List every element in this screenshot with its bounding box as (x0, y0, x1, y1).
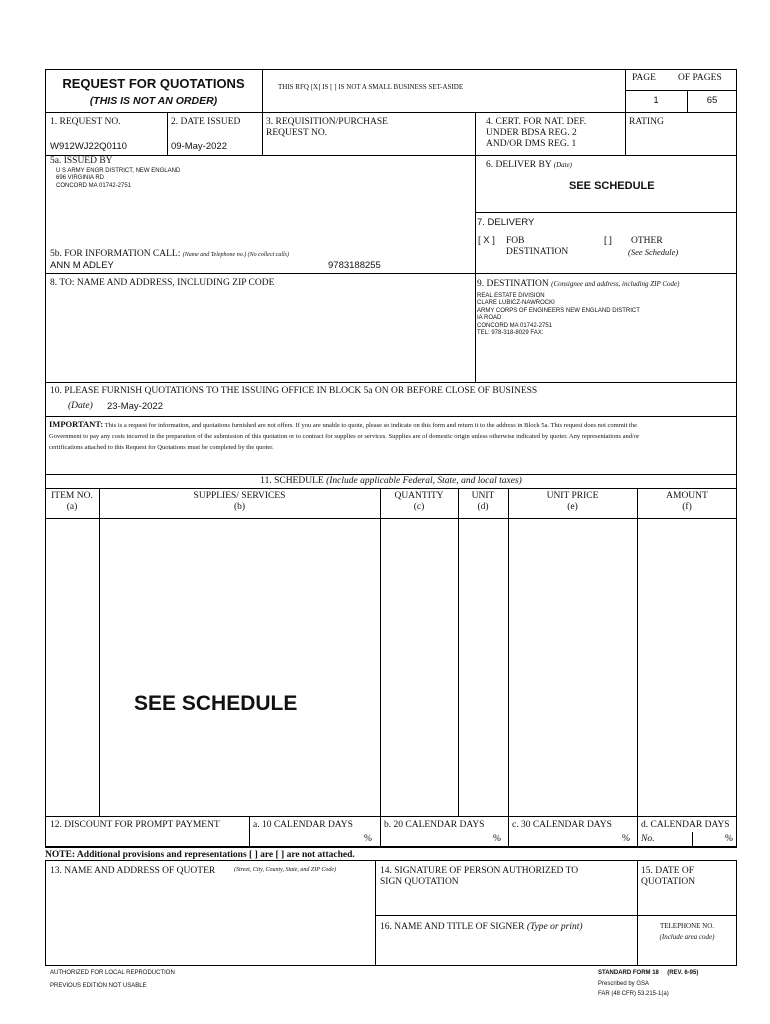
schedule-label: 11. SCHEDULE (260, 476, 324, 486)
deliver-by-label: 6. DELIVER BY (Date) (486, 160, 573, 170)
request-no-label: 1. REQUEST NO. (50, 117, 121, 127)
to-name-address-label: 8. TO: NAME AND ADDRESS, INCLUDING ZIP CODE (50, 278, 275, 288)
discount-20-pct: % (493, 834, 501, 844)
cert-label: 4. CERT. FOR NAT. DEF. UNDER BDSA REG. 2 AND/OR DMS REG. 1 (486, 117, 587, 149)
page-label: PAGE (632, 73, 656, 83)
info-call-hint: (Name and Telephone no.) (No collect calls) (182, 252, 290, 258)
vrule-disc5 (692, 832, 693, 847)
destination-line (477, 279, 735, 290)
discount-d-pct: % (725, 834, 733, 844)
rfq-prefix: THIS RFQ (278, 83, 309, 91)
rating-label: RATING (629, 117, 664, 127)
rule-block6 (475, 212, 737, 213)
important-label: IMPORTANT: (49, 419, 104, 429)
furnish-date-value: 23-May-2022 (107, 401, 163, 412)
col-header-unit-price: UNIT PRICE (e) (546, 491, 599, 512)
destination-label: 9. DESTINATION (477, 279, 549, 289)
rfq-isnot-checkbox[interactable]: [ ] IS NOT A SMALL BUSINESS SET-ASIDE (330, 83, 464, 91)
discount-20-days: b. 20 CALENDAR DAYS (384, 820, 485, 830)
signer-label: 16. NAME AND TITLE OF SIGNER (380, 922, 525, 932)
page-number: 1 (653, 95, 659, 106)
info-call-phone: 9783188255 (328, 260, 381, 271)
important-text: This is a request for information, and quotations furnished are not offers. If you are unable to quote, please so indicate on this form and return it to the address in Block 5a. This request does not commit the Government to pay any costs incurred in the preparation of the submission of this quotation or to contract for supplies or services. Supplies are of domestic origin unless otherwise indicated by quoter. Any representations and/or certifications attached to this Request for Quotations must be completed by the quoter. (49, 422, 640, 451)
telephone-label: TELEPHONE NO. (659, 922, 715, 930)
schedule-title (45, 476, 737, 487)
vrule-date (637, 860, 638, 966)
vrule-d (475, 112, 476, 382)
quoter-label: 13. NAME AND ADDRESS OF QUOTER (50, 866, 216, 876)
footer-reproduction: AUTHORIZED FOR LOCAL REPRODUCTION (50, 970, 175, 976)
rule-signature (375, 915, 737, 916)
vrule-col1 (99, 488, 100, 816)
destination-address: REAL ESTATE DIVISION CLARE LUBICZ-NAWROCKI ARMY CORPS OF ENGINEERS NEW ENGLAND DISTRICT IA ROAD CONCORD MA 01742-2751 TEL: 978-318-8029 FAX: (477, 293, 640, 337)
vrule-disc1 (249, 816, 250, 847)
vrule-col2 (380, 488, 381, 816)
signer-line (380, 922, 583, 933)
rule-block5b (45, 273, 737, 274)
deliver-by-hint: (Date) (553, 161, 573, 169)
col-header-unit: UNIT (d) (471, 491, 495, 512)
vrule-disc3 (508, 816, 509, 847)
date-issued-label: 2. DATE ISSUED (171, 117, 241, 127)
discount-no-label: No. (641, 834, 655, 844)
vrule-b (625, 69, 626, 155)
other-label: OTHER (631, 236, 663, 246)
requisition-label: 3. REQUISITION/PURCHASE REQUEST NO. (266, 117, 388, 138)
vrule-disc2 (380, 816, 381, 847)
vrule-col4 (508, 488, 509, 816)
of-pages-label: OF PAGES (678, 73, 722, 83)
fob-destination-label: FOB DESTINATION (506, 236, 569, 257)
info-call-line (50, 249, 289, 260)
discount-label: 12. DISCOUNT FOR PROMPT PAYMENT (50, 820, 220, 830)
important-notice (49, 419, 645, 453)
rule-schedule-header (45, 518, 737, 519)
vrule-a (262, 69, 263, 155)
furnish-quotations-label: 10. PLEASE FURNISH QUOTATIONS TO THE ISSUING OFFICE IN BLOCK 5a ON OR BEFORE CLOSE OF BUSINESS (50, 386, 538, 396)
discount-30-pct: % (622, 834, 630, 844)
col-header-quantity: QUANTITY (c) (394, 491, 444, 512)
rule-schedule-title (45, 488, 737, 489)
rule-discount (45, 847, 737, 848)
footer-previous-edition: PREVIOUS EDITION NOT USABLE (50, 983, 147, 989)
telephone-hint: (Include area code) (659, 933, 715, 941)
footer-far-reference: FAR (48 CFR) 53.215-1(a) (598, 991, 669, 997)
quoter-hint: (Street, City, County, State, and ZIP Code) (234, 867, 336, 873)
deliver-by-value: SEE SCHEDULE (569, 180, 655, 192)
rule-header (45, 112, 737, 113)
other-checkbox[interactable]: [ ] (604, 235, 612, 246)
vrule-col5 (637, 488, 638, 816)
info-call-name: ANN M ADLEY (50, 260, 114, 271)
schedule-body-text: SEE SCHEDULE (134, 692, 298, 715)
discount-30-days: c. 30 CALENDAR DAYS (512, 820, 612, 830)
col-header-supplies: SUPPLIES/ SERVICES (b) (193, 491, 286, 512)
vrule-quoter (375, 860, 376, 966)
delivery-label: 7. DELIVERY (477, 217, 535, 228)
col-header-item: ITEM NO. (a) (51, 491, 93, 512)
request-no-value[interactable]: W912WJ22Q0110 (50, 141, 127, 152)
rule-block10 (45, 416, 737, 417)
provisions-note: NOTE: Additional provisions and representations [ ] are [ ] are not attached. (45, 850, 355, 860)
footer-prescribed-by: Prescribed by GSA (598, 981, 650, 987)
discount-calendar-days: d. CALENDAR DAYS (641, 820, 730, 830)
rfq-setaside-line (278, 83, 618, 92)
form-subtitle: (THIS IS NOT AN ORDER) (89, 95, 218, 107)
rule-pages (625, 90, 737, 91)
discount-10-pct: % (364, 834, 372, 844)
rule-block8 (45, 382, 737, 383)
issued-by-label: 5a. ISSUED BY (50, 156, 113, 166)
other-hint: (See Schedule) (628, 247, 679, 257)
vrule-c (167, 112, 168, 155)
vrule-col3 (458, 488, 459, 816)
rule-blocks4 (475, 155, 737, 156)
destination-hint: (Consignee and address, including ZIP Code) (551, 280, 680, 288)
quotation-date-label: 15. DATE OF QUOTATION (641, 866, 696, 887)
rfq-is-checkbox[interactable]: [X] IS (310, 83, 329, 91)
rule-schedule-bottom (45, 816, 737, 817)
date-issued-value[interactable]: 09-May-2022 (171, 141, 227, 152)
rule-important (45, 474, 737, 475)
issued-by-address: U S ARMY ENGR DISTRICT, NEW ENGLAND 696 VIRGINIA RD CONCORD MA 01742-2751 (56, 168, 181, 189)
fob-checkbox[interactable]: [ X ] (478, 235, 495, 246)
form-title: REQUEST FOR QUOTATIONS (62, 76, 245, 91)
col-header-amount: AMOUNT (f) (666, 491, 708, 512)
discount-10-days: a. 10 CALENDAR DAYS (253, 820, 353, 830)
vrule-disc4 (637, 816, 638, 847)
footer-form-number: STANDARD FORM 18 (REV. 6-95) (598, 970, 699, 976)
schedule-hint: (Include applicable Federal, State, and local taxes) (326, 476, 522, 486)
total-pages: 65 (706, 95, 718, 106)
signer-hint: (Type or print) (526, 922, 583, 932)
furnish-date-hint: (Date) (68, 401, 93, 411)
info-call-label: 5b. FOR INFORMATION CALL: (50, 249, 181, 259)
signature-label: 14. SIGNATURE OF PERSON AUTHORIZED TO SIGN QUOTATION (380, 866, 579, 887)
